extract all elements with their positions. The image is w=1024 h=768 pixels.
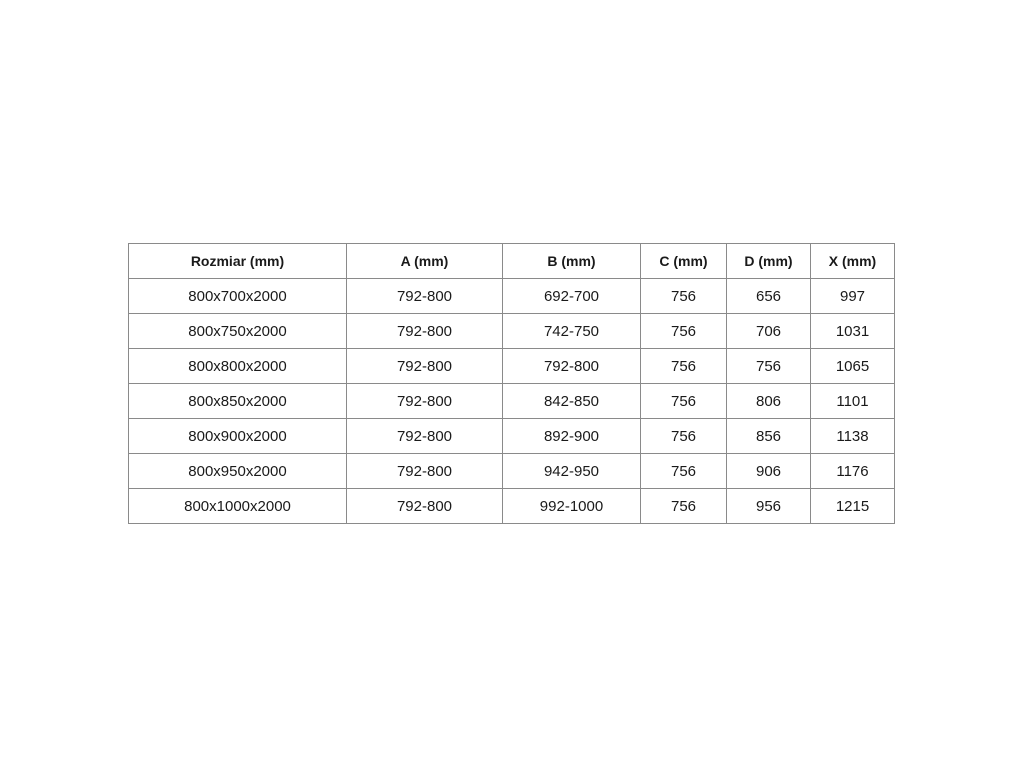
cell-rozmiar: 800x750x2000	[129, 314, 347, 349]
cell-a: 792-800	[347, 279, 503, 314]
cell-b: 992-1000	[503, 489, 641, 524]
cell-rozmiar: 800x950x2000	[129, 454, 347, 489]
cell-c: 756	[641, 489, 727, 524]
table-row	[129, 384, 895, 419]
header-d: D (mm)	[727, 244, 811, 279]
table-row	[129, 454, 895, 489]
cell-x: 1138	[811, 419, 895, 454]
cell-a: 792-800	[347, 454, 503, 489]
cell-x: 1031	[811, 314, 895, 349]
cell-rozmiar: 800x850x2000	[129, 384, 347, 419]
cell-x: 1176	[811, 454, 895, 489]
cell-c: 756	[641, 314, 727, 349]
cell-rozmiar: 800x1000x2000	[129, 489, 347, 524]
header-x: X (mm)	[811, 244, 895, 279]
cell-x: 1065	[811, 349, 895, 384]
cell-x: 997	[811, 279, 895, 314]
cell-b: 792-800	[503, 349, 641, 384]
cell-c: 756	[641, 454, 727, 489]
cell-c: 756	[641, 349, 727, 384]
cell-b: 942-950	[503, 454, 641, 489]
cell-x: 1215	[811, 489, 895, 524]
cell-b: 742-750	[503, 314, 641, 349]
cell-b: 692-700	[503, 279, 641, 314]
cell-rozmiar: 800x900x2000	[129, 419, 347, 454]
cell-c: 756	[641, 419, 727, 454]
cell-d: 756	[727, 349, 811, 384]
header-a: A (mm)	[347, 244, 503, 279]
table-row	[129, 349, 895, 384]
cell-d: 856	[727, 419, 811, 454]
header-b: B (mm)	[503, 244, 641, 279]
cell-a: 792-800	[347, 314, 503, 349]
table-row	[129, 314, 895, 349]
cell-b: 842-850	[503, 384, 641, 419]
cell-d: 956	[727, 489, 811, 524]
table-row	[129, 489, 895, 524]
table-row	[129, 279, 895, 314]
cell-a: 792-800	[347, 419, 503, 454]
cell-c: 756	[641, 384, 727, 419]
cell-a: 792-800	[347, 349, 503, 384]
cell-rozmiar: 800x700x2000	[129, 279, 347, 314]
cell-x: 1101	[811, 384, 895, 419]
cell-d: 906	[727, 454, 811, 489]
header-rozmiar: Rozmiar (mm)	[129, 244, 347, 279]
table-row	[129, 419, 895, 454]
dimensions-table	[128, 243, 895, 524]
cell-d: 656	[727, 279, 811, 314]
cell-a: 792-800	[347, 384, 503, 419]
header-c: C (mm)	[641, 244, 727, 279]
cell-a: 792-800	[347, 489, 503, 524]
cell-rozmiar: 800x800x2000	[129, 349, 347, 384]
cell-b: 892-900	[503, 419, 641, 454]
cell-d: 706	[727, 314, 811, 349]
table-header-row	[129, 244, 895, 279]
cell-d: 806	[727, 384, 811, 419]
cell-c: 756	[641, 279, 727, 314]
